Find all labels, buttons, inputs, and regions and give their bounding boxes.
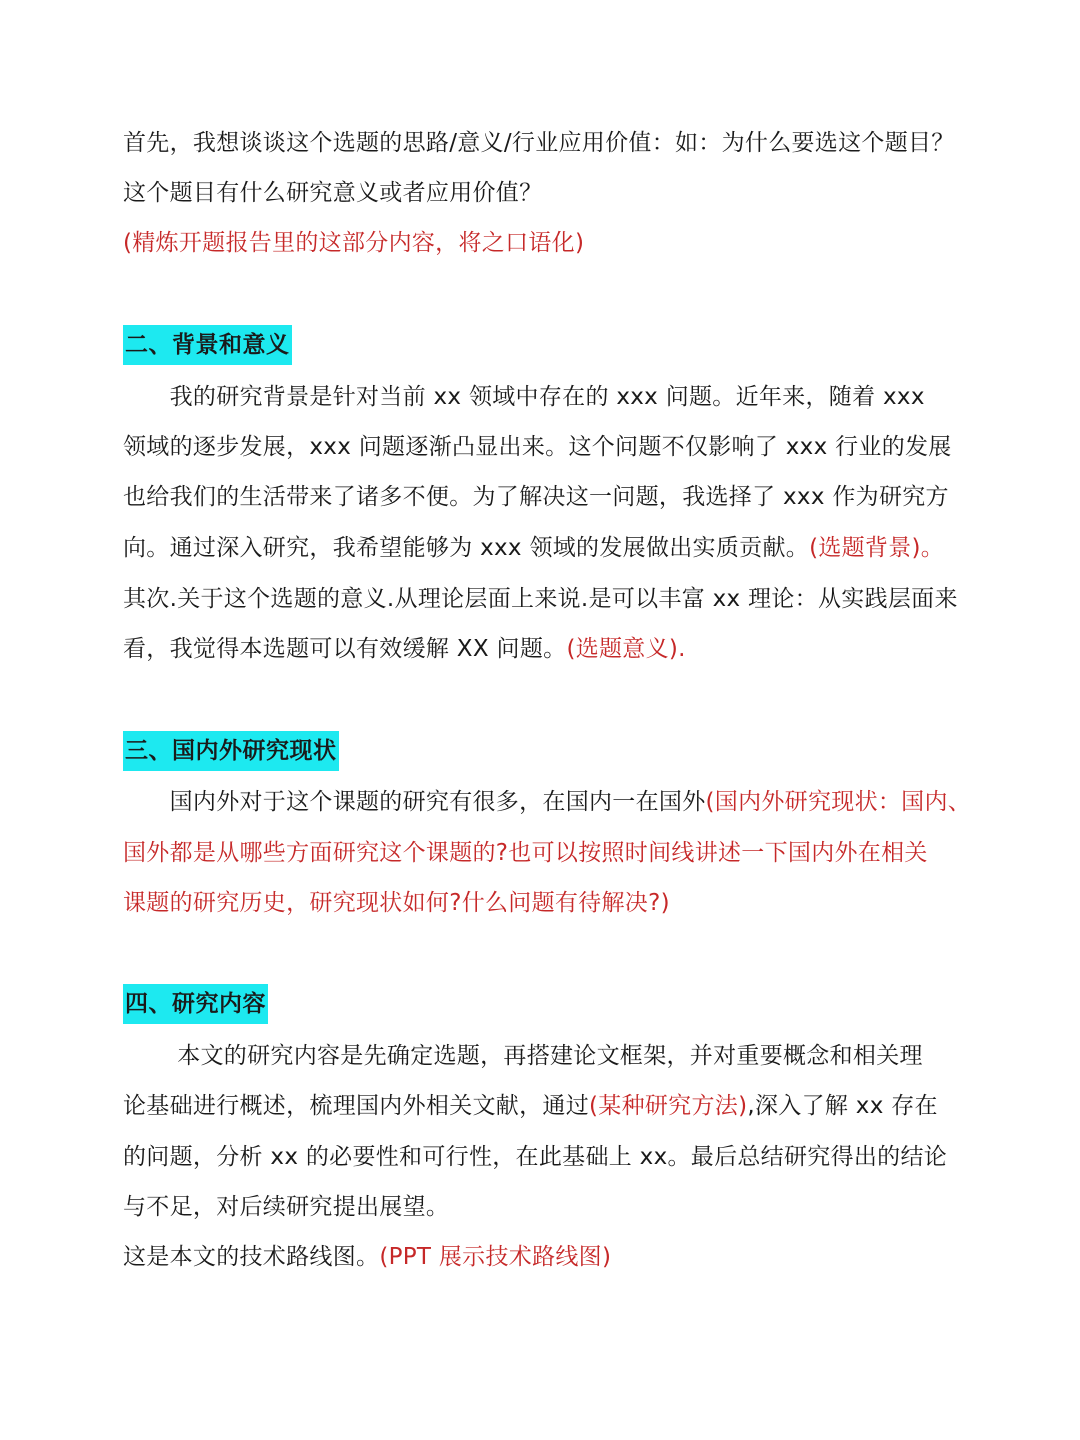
section2-line-6: [123, 632, 963, 666]
section3-line-1-text: 国内外对于这个课题的研究有很多，在国内一在国外: [123, 789, 706, 815]
method-note: (某种研究方法): [589, 1093, 748, 1119]
section-heading-background: 二、背景和意义: [123, 325, 292, 365]
section4-line-4: 与不足，对后续研究提出展望。: [123, 1194, 450, 1220]
section4-line-3: 的问题，分析 xx 的必要性和可行性，在此基础上 xx。最后总结研究得出的结论: [123, 1144, 948, 1170]
section4-line-1: 本文的研究内容是先确定选题，再搭建论文框架，并对重要概念和相关理: [123, 1043, 923, 1069]
section2-line-4-text: 向。通过深入研究，我希望能够为 xxx 领域的发展做出实质贡献。: [123, 535, 810, 561]
section2-line-5: 其次.关于这个选题的意义.从理论层面上来说.是可以丰富 xx 理论：从实践层面来: [123, 586, 958, 612]
section3-note-start: (国内外研究现状：国内、: [705, 789, 972, 815]
background-note: (选题背景)。: [809, 535, 945, 561]
section2-line-1: 我的研究背景是针对当前 xx 领域中存在的 xxx 问题。近年来，随着 xxx: [123, 384, 925, 410]
section-heading-research-content: 四、研究内容: [123, 984, 268, 1024]
section4-line-2: [123, 1089, 963, 1123]
section4-line-2-a: 论基础进行概述，梳理国内外相关文献，通过: [123, 1093, 589, 1119]
section2-line-6-text: 看，我觉得本选题可以有效缓解 XX 问题。: [123, 636, 567, 662]
intro-note: (精炼开题报告里的这部分内容，将之口语化): [123, 230, 585, 256]
intro-line-1: 首先，我想谈谈这个选题的思路/意义/行业应用价值：如：为什么要选这个题目？: [123, 130, 955, 156]
section3-line-2: 国外都是从哪些方面研究这个课题的?也可以按照时间线讲述一下国内外在相关: [123, 840, 928, 866]
section-heading-research-status: 三、国内外研究现状: [123, 731, 339, 771]
section2-line-3: 也给我们的生活带来了诸多不便。为了解决这一问题，我选择了 xxx 作为研究方: [123, 484, 949, 510]
section4-line-5-text: 这是本文的技术路线图。: [123, 1244, 380, 1270]
significance-note: (选题意义).: [566, 636, 686, 662]
section2-line-2: 领域的逐步发展，xxx 问题逐渐凸显出来。这个问题不仅影响了 xxx 行业的发展: [123, 434, 952, 460]
section3-line-3: 课题的研究历史，研究现状如何?什么问题有待解决?): [123, 890, 670, 916]
roadmap-note: (PPT 展示技术路线图): [379, 1244, 612, 1270]
intro-line-2: 这个题目有什么研究意义或者应用价值？: [123, 180, 543, 206]
section4-line-5: [123, 1240, 963, 1274]
section4-line-2-b: ,深入了解 xx 存在: [747, 1093, 938, 1119]
section3-line-1: [123, 785, 972, 819]
section2-line-4: [123, 531, 963, 565]
